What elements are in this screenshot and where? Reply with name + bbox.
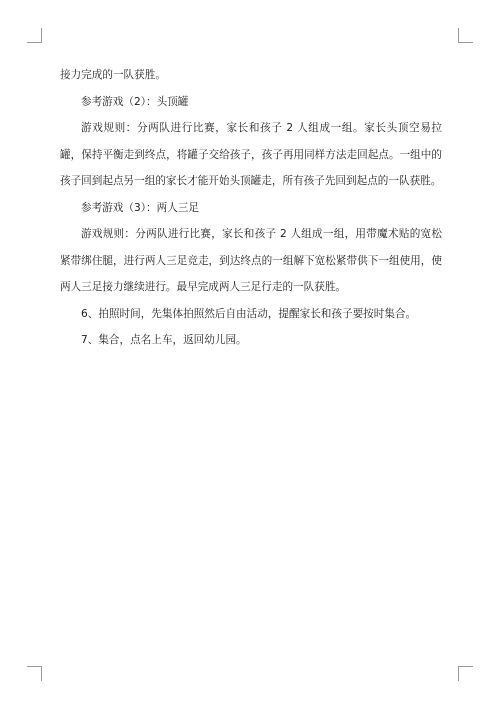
paragraph-game3-title: 参考游戏（3）：两人三足 [81,201,199,214]
paragraph-game2-title: 参考游戏（2）：头顶罐 [81,95,189,108]
paragraph-game2-rules: 游戏规则：分两队进行比赛，家长和孩子 2 人组成一组。家长头顶空易拉罐，保持平衡走到终点，将罐子交给孩子，孩子再用同样方法走回起点。一组中的孩子回到起点另一组的家长才能开始头顶罐走，所有孩子先回到起点的一队获胜。 [60,122,442,187]
crop-mark-bottom-right [458,666,473,681]
crop-mark-bottom-left [27,666,42,681]
paragraph-game3-rules: 游戏规则：分两队进行比赛，家长和孩子 2 人组成一组，用带魔术贴的宽松紧带绑住腿，进行两人三足竞走，到达终点的一组解下宽松紧带供下一组使用，使两人三足接力继续进行。最早完成两人三足行走的一队获胜。 [60,228,442,293]
crop-mark-top-right [458,28,473,43]
document-body [60,62,442,354]
crop-mark-top-left [27,28,42,43]
paragraph-gather-return: 7、集合，点名上车，返回幼儿园。 [81,334,247,346]
paragraph-relay-result: 接力完成的一队获胜。 [60,69,166,81]
paragraph-photo-time: 6、拍照时间，先集体拍照然后自由活动，提醒家长和孩子要按时集合。 [81,307,417,320]
